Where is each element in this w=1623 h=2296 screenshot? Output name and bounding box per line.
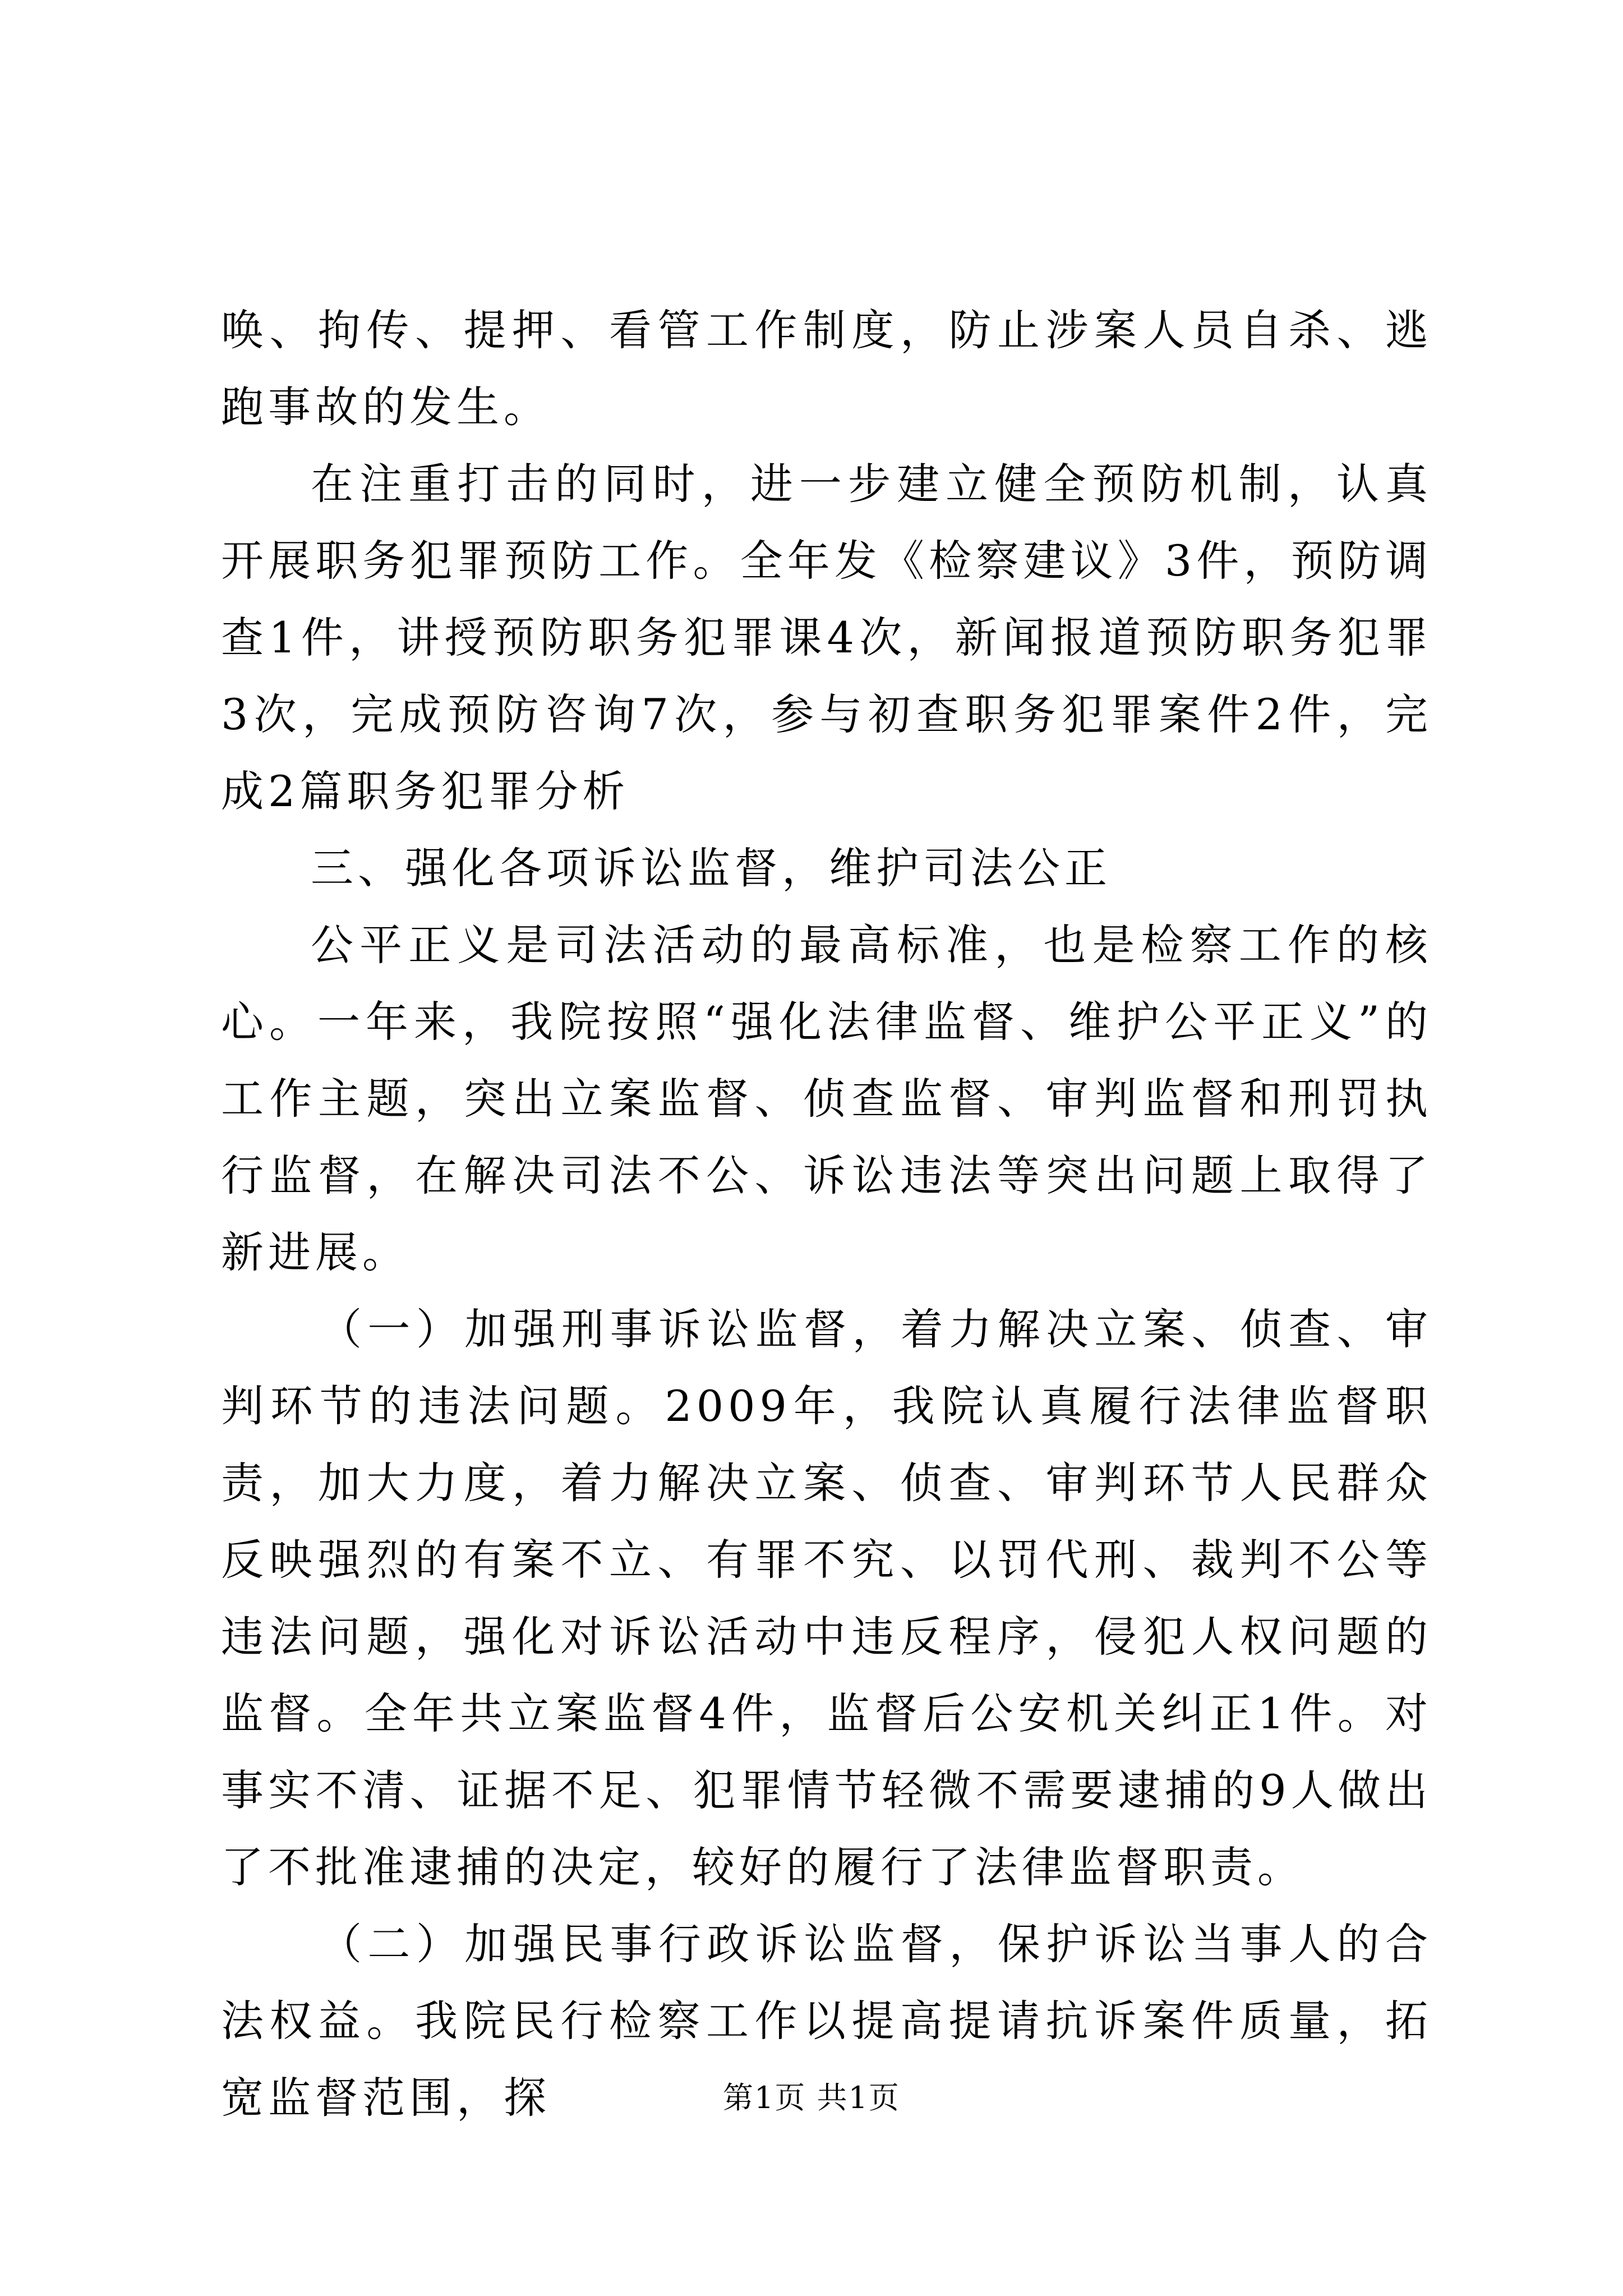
paragraph-continuation: 唤、拘传、提押、看管工作制度，防止涉案人员自杀、逃跑事故的发生。 [221, 305, 1432, 432]
paragraph-prevention: 在注重打击的同时，进一步建立健全预防机制，认真开展职务犯罪预防工作。全年发《检察建议》3件，预防调查1件，讲授预防职务犯罪课4次，新闻报道预防职务犯罪3次，完成预防咨询7次，参与初查职务犯罪案件2件，完成2篇职务犯罪分析 [221, 459, 1432, 816]
paragraph-civil-supervision: （二）加强民事行政诉讼监督，保护诉讼当事人的合法权益。我院民行检察工作以提高提请抗诉案件质量，拓宽监督范围，探 [221, 1919, 1432, 2123]
paragraph-justice: 公平正义是司法活动的最高标准，也是检察工作的核心。一年来，我院按照“强化法律监督、维护公平正义”的工作主题，突出立案监督、侦查监督、审判监督和刑罚执行监督，在解决司法不公、诉讼违法等突出问题上取得了新进展。 [221, 920, 1432, 1277]
paragraph-criminal-supervision: （一）加强刑事诉讼监督，着力解决立案、侦查、审判环节的违法问题。2009年，我院认真履行法律监督职责，加大力度，着力解决立案、侦查、审判环节人民群众反映强烈的有案不立、有罪不究、以罚代刑、裁判不公等违法问题，强化对诉讼活动中违反程序，侵犯人权问题的监督。全年共立案监督4件，监督后公安机关纠正1件。对事实不清、证据不足、犯罪情节轻微不需要逮捕的9人做出了不批准逮捕的决定，较好的履行了法律监督职责。 [221, 1304, 1432, 1892]
document-body [221, 292, 1432, 2136]
section-heading: 三、强化各项诉讼监督，维护司法公正 [311, 843, 1112, 893]
page-footer: 第1页 共1页 [723, 2080, 900, 2115]
